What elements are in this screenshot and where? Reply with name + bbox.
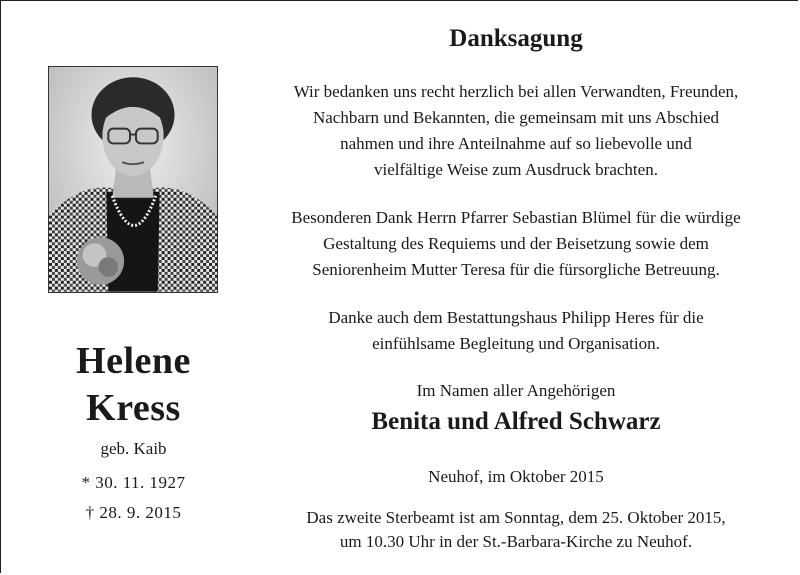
- first-name: Helene: [76, 340, 191, 382]
- text-line: um 10.30 Uhr in der St.-Barbara-Kirche zu Neuhof.: [339, 532, 693, 551]
- thanks-paragraph-3: [251, 305, 781, 357]
- portrait-photo: [48, 66, 218, 293]
- birth-date: * 30. 11. 1927: [81, 473, 186, 492]
- thanks-paragraph-1: [251, 79, 781, 183]
- on-behalf-line: Im Namen aller Angehörigen: [416, 381, 616, 400]
- portrait-image: [49, 67, 217, 292]
- text-line: Besonderen Dank Herrn Pfarrer Sebastian Blümel für die würdige: [291, 208, 741, 227]
- signers: Benita und Alfred Schwarz: [371, 408, 661, 435]
- last-name: Kress: [86, 387, 181, 429]
- death-date: † 28. 9. 2015: [85, 503, 182, 522]
- text-line: vielfältige Weise zum Ausdruck brachten.: [374, 160, 658, 179]
- place-date: Neuhof, im Oktober 2015: [428, 467, 604, 486]
- text-line: Danke auch dem Bestattungshaus Philipp Heres für die: [328, 308, 704, 327]
- text-line: Das zweite Sterbeamt ist am Sonntag, dem 25. Oktober 2015,: [306, 508, 726, 527]
- text-line: Nachbarn und Bekannten, die gemeinsam mit uns Abschied: [312, 108, 720, 127]
- birth-name: geb. Kaib: [100, 439, 167, 458]
- text-line: Gestaltung des Requiems und der Beisetzung sowie dem: [323, 234, 709, 253]
- mass-info: [251, 506, 781, 554]
- text-line: nahmen und ihre Anteilnahme auf so liebevolle und: [340, 134, 692, 153]
- text-line: einfühlsame Begleitung und Organisation.: [372, 334, 660, 353]
- text-line: Seniorenheim Mutter Teresa für die fürsorgliche Betreuung.: [312, 260, 720, 279]
- notice-title: Danksagung: [449, 25, 583, 52]
- text-line: Wir bedanken uns recht herzlich bei allen Verwandten, Freunden,: [293, 82, 739, 101]
- thanks-paragraph-2: [251, 205, 781, 283]
